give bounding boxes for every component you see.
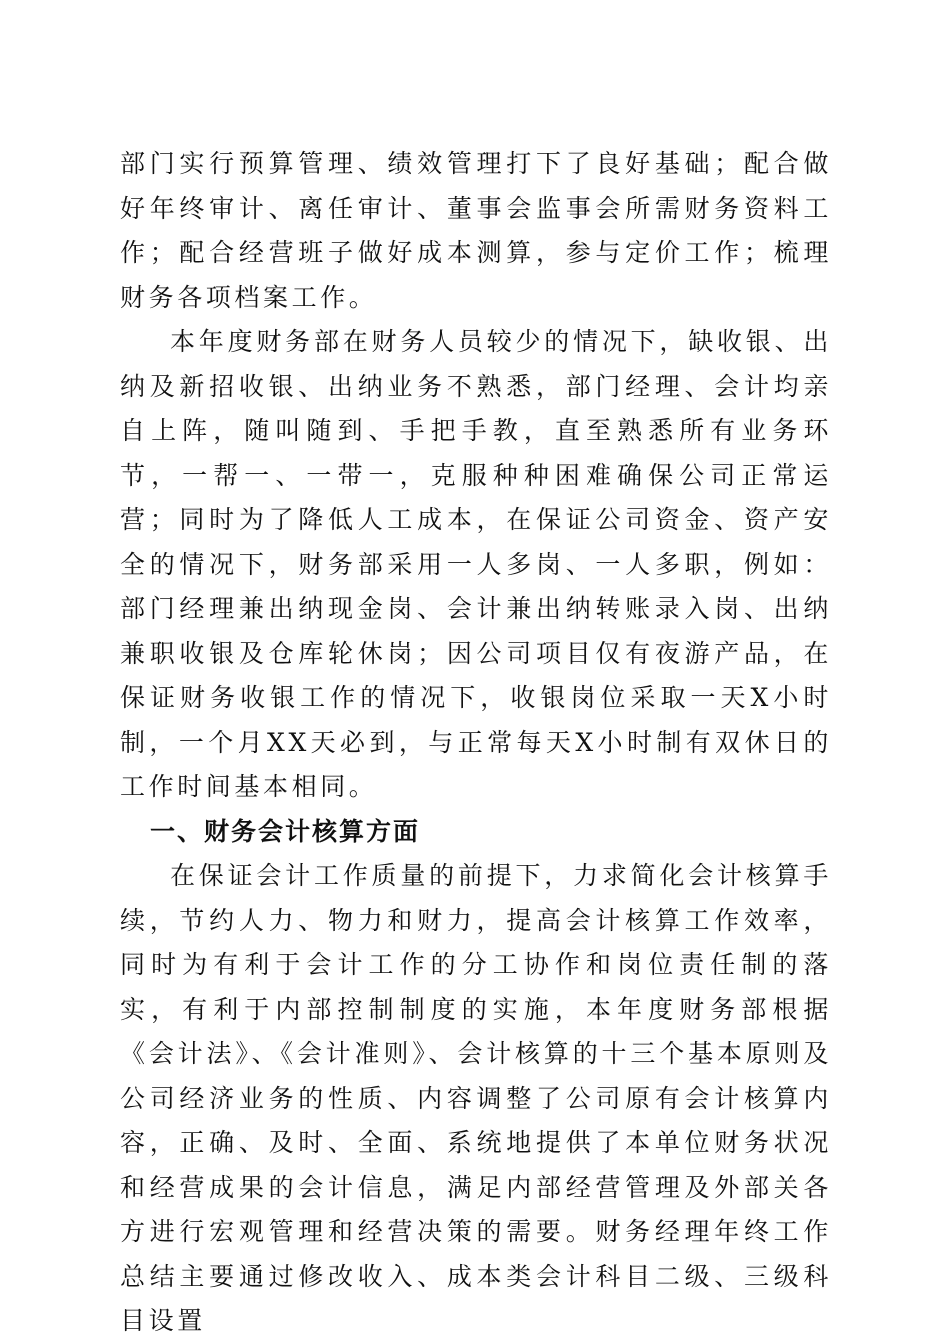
document-body bbox=[120, 142, 832, 1344]
section-heading: 一、财务会计核算方面 bbox=[150, 816, 421, 846]
paragraph-continuation: 部门实行预算管理、绩效管理打下了良好基础；配合做好年终审计、离任审计、董事会监事会所需财务资料工作；配合经营班子做好成本测算，参与定价工作；梳理财务各项档案工作。 bbox=[120, 149, 832, 312]
paragraph-accounting: 在保证会计工作质量的前提下，力求简化会计核算手续，节约人力、物力和财力，提高会计核算工作效率，同时为有利于会计工作的分工协作和岗位责任制的落实，有利于内部控制制度的实施，本年度财务部根据《会计法》、《会计准则》、会计核算的十三个基本原则及公司经济业务的性质、内容调整了公司原有会计核算内容，正确、及时、全面、系统地提供了本单位财务状况和经营成果的会计信息，满足内部经营管理及外部关各方进行宏观管理和经营决策的需要。财务经理年终工作总结主要通过修改收入、成本类会计科目二级、三级科目设置 bbox=[120, 861, 832, 1335]
paragraph-finance-staffing: 本年度财务部在财务人员较少的情况下，缺收银、出纳及新招收银、出纳业务不熟悉，部门经理、会计均亲自上阵，随叫随到、手把手教，直至熟悉所有业务环节，一帮一、一带一，克服种种困难确保公司正常运营；同时为了降低人工成本，在保证公司资金、资产安全的情况下，财务部采用一人多岗、一人多职，例如：部门经理兼出纳现金岗、会计兼出纳转账录入岗、出纳兼职收银及仓库轮休岗；因公司项目仅有夜游产品，在保证财务收银工作的情况下，收银岗位采取一天X小时制，一个月XX天必到，与正常每天X小时制有双休日的工作时间基本相同。 bbox=[120, 327, 832, 801]
